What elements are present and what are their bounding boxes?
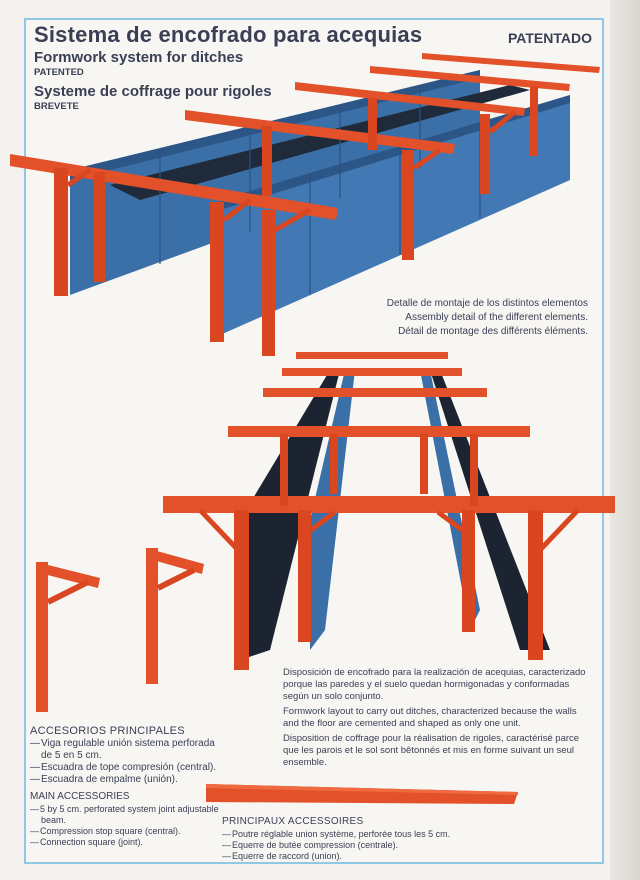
title-english: Formwork system for ditches bbox=[34, 49, 244, 66]
post bbox=[530, 86, 538, 156]
layout-caption-fr: Disposition de coffrage pour la réalisation de rigoles, caractérisé parce que les parois et le sol sont bêtonnés et mis en forme suivant un seul ensemble. bbox=[283, 733, 580, 768]
ditch-layout-illustration bbox=[160, 350, 620, 670]
accessories-fr-block bbox=[222, 816, 522, 862]
post bbox=[470, 434, 478, 506]
post bbox=[480, 114, 490, 194]
beam-a bbox=[296, 352, 448, 359]
list-item: — 5 by 5 cm. perforated system joint adjustable beam. bbox=[30, 804, 220, 826]
list-item: — Viga regulable unión sistema perforada de 5 en 5 cm. bbox=[30, 738, 220, 762]
list-item: — Equerre de butée compression (centrale). bbox=[222, 840, 522, 851]
accessories-block bbox=[30, 725, 220, 848]
post bbox=[420, 434, 428, 494]
assembly-caption-fr: Détail de montage des différents éléments. bbox=[398, 326, 588, 337]
post bbox=[462, 510, 475, 632]
post bbox=[402, 150, 414, 260]
beam-e bbox=[163, 496, 615, 513]
patented-label: PATENTED bbox=[34, 67, 84, 78]
assembly-caption-es: Detalle de montaje de los distintos elementos bbox=[386, 298, 588, 309]
accessory-squares-illustration bbox=[30, 540, 220, 715]
title-spanish: Sistema de encofrado para acequias bbox=[34, 22, 423, 47]
beam-5 bbox=[422, 53, 600, 73]
list-item: — Poutre réglable union système, perforée tous les 5 cm. bbox=[222, 829, 522, 840]
accessories-es-list bbox=[30, 738, 220, 786]
layout-cross-beams bbox=[163, 352, 615, 513]
accessories-en-heading: MAIN ACCESSORIES bbox=[30, 791, 130, 802]
square-right bbox=[146, 548, 204, 684]
list-item: — Connection square (joint). bbox=[30, 837, 220, 848]
post bbox=[210, 202, 224, 342]
beam-b bbox=[282, 368, 462, 376]
layout-caption bbox=[283, 667, 589, 772]
post bbox=[368, 98, 377, 150]
post bbox=[280, 434, 288, 506]
list-item: — Escuadra de tope compresión (central). bbox=[30, 762, 220, 774]
post bbox=[94, 172, 105, 282]
beam-c bbox=[263, 388, 487, 397]
post bbox=[262, 210, 275, 356]
layout-caption-en: Formwork layout to carry out ditches, characterized because the walls and the floor are cemented and shaped as only one unit. bbox=[283, 706, 577, 729]
accessories-es-heading: ACCESORIOS PRINCIPALES bbox=[30, 725, 185, 737]
square-left bbox=[36, 562, 100, 712]
adjustable-beam-illustration bbox=[202, 778, 522, 810]
list-item: — Equerre de raccord (union). bbox=[222, 851, 522, 862]
post bbox=[298, 510, 311, 642]
post bbox=[234, 510, 249, 670]
post bbox=[330, 434, 338, 494]
brevete-label: BREVETE bbox=[34, 101, 79, 112]
accessories-fr-list bbox=[222, 829, 522, 862]
layout-caption-es: Disposición de encofrado para la realización de acequias, caracterizado porque las paredes y el suelo quedan hormigonadas y conformadas según un solo conjunto. bbox=[283, 667, 586, 702]
accessories-en-list bbox=[30, 804, 220, 848]
post bbox=[262, 126, 272, 196]
accessories-fr-heading: PRINCIPAUX ACCESSOIRES bbox=[222, 816, 364, 827]
list-item: — Compression stop square (central). bbox=[30, 826, 220, 837]
list-item: — Escuadra de empalme (unión). bbox=[30, 774, 220, 786]
post bbox=[528, 510, 543, 660]
beam-d bbox=[228, 426, 530, 437]
post bbox=[54, 168, 68, 296]
assembly-caption bbox=[387, 297, 588, 339]
assembly-caption-en: Assembly detail of the different elements. bbox=[405, 312, 588, 323]
title-french: Systeme de coffrage pour rigoles bbox=[34, 83, 272, 100]
patent-label: PATENTADO bbox=[508, 30, 592, 46]
